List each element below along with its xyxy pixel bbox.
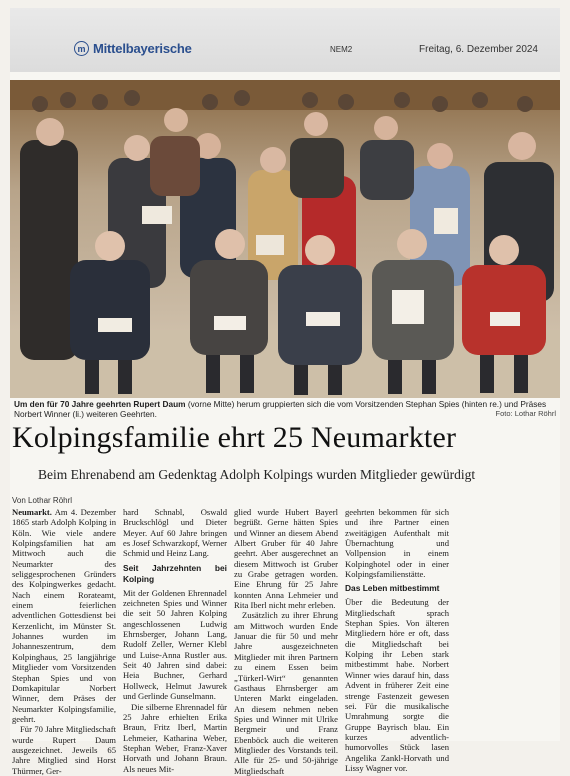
article-subheadline: Beim Ehrenabend am Gedenktag Adolph Kolpings wurden Mitglieder gewürdigt: [38, 467, 476, 482]
column-1-paragraph-2: Für 70 Jahre Mitgliedschaft wurde Rupert Daum ausgezeichnet. Jeweils 65 Jahre Mitglied sind Horst Thürmer, Ger-: [12, 724, 116, 776]
column-2-paragraph-2: Mit der Goldenen Ehrennadel zeichneten Spies und Winner die seit 50 Jahren Kolping angeschlossenen Ludwig Ehrnsberger, Johann Lang, Rudolf Zeller, Werner Klebl und Luise-Anna Rustler aus. Seit 40 Jahren sind dabei: Heia Buchner, Gerhard Hollweck, Helmut Jawurek und Gerlinde Gunselmann.: [123, 587, 227, 702]
article-column-3: [234, 507, 338, 776]
edition-code: NEM2: [330, 45, 353, 54]
dateline-place: Neumarkt.: [12, 507, 52, 517]
photo-credit: Foto: Lothar Röhrl: [495, 409, 556, 418]
column-4-paragraph-1: geehrten bekommen für sich und ihre Partner einen zweitägigen Aufenthalt mit Übernachtung und Vollpension in einem Kolpinghotel oder in einer Kolpingsfamilienstätte.: [345, 507, 449, 580]
column-1-paragraph-1-text: Am 4. Dezember 1865 starb Adolph Kolping in Köln. Wie viele andere Kolpingsfamilien hat am Mittwoch auch die Neumarkter des seliggesprochenen Gründers des Kolpingwerkes gedacht. Nach einem Rorateamt, einem feierlichen adventlichen Gottesdienst bei Kerzenlicht, im Münster St. Johannes wurden im Johanneszentrum, dem Kolpinghaus, 25 langjährige Mitglieder vom Vorsitzenden Stephan Spies und von Domkapitular Norbert Winner, dem Präses der Neumarkter Kolpingsfamilie, geehrt.: [12, 507, 116, 724]
caption-text: (vorne Mitte) herum gruppierten sich die vom Vorsitzenden Stephan Spies (hinten re.) und Präses Norbert Winner (li.) weiteren Geehrten.: [14, 399, 547, 419]
article-column-2: [123, 507, 227, 774]
group-photo-illustration: [10, 80, 560, 398]
newspaper-page: [10, 8, 560, 776]
column-2-paragraph-1: hard Schnabl, Oswald Bruckschlögl und Dieter Meyer. Auf 60 Jahre bringen es Josef Schwarzkopf, Werner Schmid und Heinz Lang.: [123, 507, 227, 559]
column-1-paragraph-1: [12, 507, 116, 724]
article-byline: Von Lothar Röhrl: [12, 496, 73, 505]
article-headline: Kolpingsfamilie ehrt 25 Neumarkter: [12, 421, 457, 454]
column-4-subheading: Das Leben mitbestimmt: [345, 583, 440, 594]
logo-m-icon: m: [74, 41, 89, 56]
group-photo: [10, 80, 560, 398]
column-2-subheading: Seit Jahrzehnten bei Kolping: [123, 562, 227, 584]
column-2-paragraph-3: Die silberne Ehrennadel für 25 Jahre erhielten Erika Braun, Fritz Iberl, Martin Lehmeier, Katharina Weber, Stephan Weber, Franz-Xaver Horvath und Johann Braun. Als neues Mit-: [123, 701, 227, 774]
article-column-4: [345, 507, 449, 773]
photo-caption: [14, 399, 558, 419]
logo-text: Mittelbayerische: [93, 41, 192, 56]
article-column-1: [12, 507, 116, 776]
masthead-bar: [10, 8, 560, 72]
column-4-paragraph-2: Über die Bedeutung der Mitgliedschaft sprach Stephan Spies. Von älteren Mitgliedern höre er oft, dass die Mitgliedschaft bei Kolping ihr Leben stark mitbestimmt habe. Norbert Winner wies darauf hin, dass Advent in früherer Zeit eine strenge Fastenzeit gewesen sei. Für die musikalische Umrahmung sorgte die Gruppe Bayrisch blau. Ein kurzes adventlich-humorvolles Stück lasen Angelika Zankl-Horvath und Lissy Wagner vor.: [345, 597, 449, 773]
column-3-paragraph-1: glied wurde Hubert Bayerl begrüßt. Gerne hätten Spies und Winner an diesem Abend Albert Gruber für 40 Jahre geehrt. Aber ausgerechnet an diesem Mittwoch ist Gruber zu Grabe getragen worden. Eine Ehrung für 25 Jahre konnten Anna Lehmeier und Rita Iberl nicht mehr erleben.: [234, 507, 338, 611]
caption-lead: Um den für 70 Jahre geehrten Rupert Daum: [14, 399, 186, 409]
issue-date: Freitag, 6. Dezember 2024: [419, 44, 538, 55]
column-3-paragraph-2: Zusätzlich zu ihrer Ehrung am Mittwoch wurden Ende Januar die für 50 und mehr Jahre ausgezeichneten Mitglieder mit ihren Partnern zu einem Essen beim „Türkerl-Wirt“ genannten Gasthaus Ehrnsberger am Unteren Markt eingeladen. An diesem nehmen neben Spies und Winner mit Ulrike Bergmeir und Franz Ebenböck auch die weiteren Mitglieder des Vorstands teil. Alle für 25- und 50-jährige Mitgliedschaft: [234, 610, 338, 776]
newspaper-logo: [74, 41, 192, 56]
